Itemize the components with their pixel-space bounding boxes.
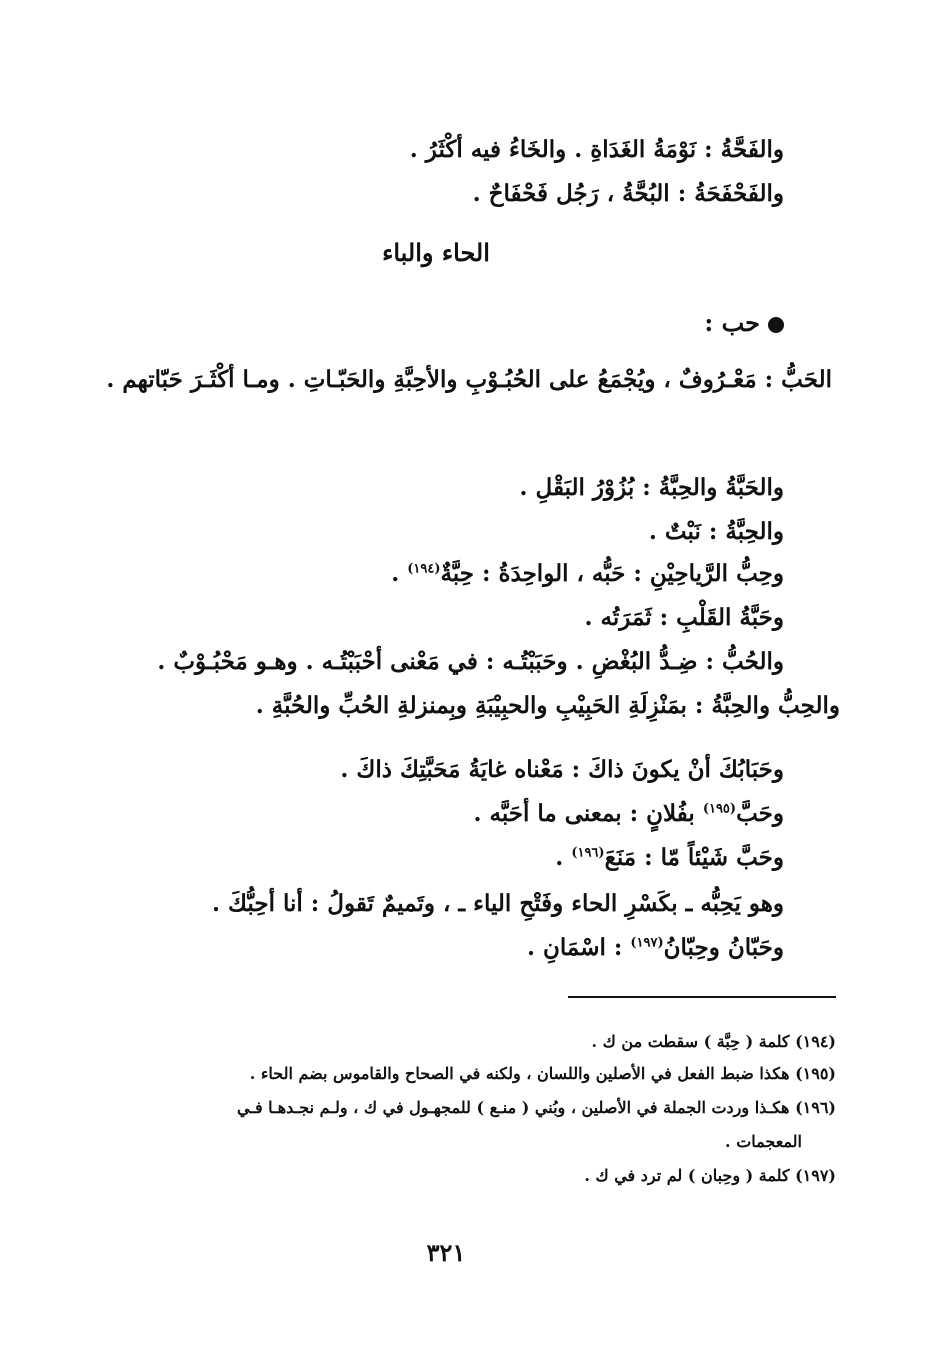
mana-text: وحَبَّ شَيْئاً مّا : مَنَعَ <box>604 844 784 871</box>
footnote-ref-197: (١٩٧) <box>630 935 664 951</box>
rayahin-text: وحِبُّ الرَّياحِيْنِ : حَبُّه ، الواحِدَةُ : حِبَّةٌ <box>440 560 784 587</box>
text-line-habba-bifulan <box>474 800 785 828</box>
section-heading: الحاء والباء <box>382 238 490 267</box>
footnote-ref-195: (١٩٥) <box>702 801 737 817</box>
paragraph-habb: الحَبُّ : مَعْـرُوفٌ ، ويُجْمَعُ على الحُبُـوْبِ والأحِبَّةِ والحَبّـاتِ . ومـا أكْثَـرَ حَبّاتهم . <box>106 366 832 393</box>
footnote-196-continued: المعجمات . <box>725 1132 802 1151</box>
page-number: ٣٢١ <box>426 1238 466 1267</box>
entry-title <box>704 308 784 337</box>
entry-title-text: حب : <box>704 308 760 337</box>
footnote-ref-194: (١٩٤) <box>407 561 441 577</box>
text-line-hababuk: وحَبَابُكَ أنْ يكونَ ذاكَ : مَعْناه غايَةُ مَحَبَّتِكَ ذاكَ . <box>340 756 784 783</box>
text-line-hibb: والحِبُّ والحِبَّةُ : بمَنْزِلَةِ الحَبِيْبِ والحبِيْبَةِ وبِمنزلةِ الحُبِّ والحُبَّةِ . <box>255 692 840 719</box>
ismani-text: : اسْمَانِ . <box>527 934 623 961</box>
footnote-196: (١٩٦) هكـذا وردت الجملة في الأصلين ، وبُني ( منـع ) للمجهـول في ك ، ولـم نجـدهـا فـي <box>236 1098 836 1117</box>
footnote-195: (١٩٥) هكذا ضبط الفعل في الأصلين واللسان ، ولكنه في الصحاح والقاموس بضم الحاء . <box>249 1064 836 1083</box>
bullet-icon <box>768 317 784 333</box>
text-line-qalb: وحَبَّةُ القَلْبِ : ثَمَرَتُه . <box>584 604 784 631</box>
footnote-197: (١٩٧) كلمة ( وحِبان ) لم ترد في ك . <box>584 1166 836 1185</box>
habba-word: وحَبَّ <box>736 800 784 827</box>
text-line-hibba: والحِبَّةُ : نَبْتٌ . <box>648 518 784 545</box>
text-line-fahha: والفَحَّةُ : نَوْمَةُ الغَدَاةِ . والخَاءُ فيه أكْثَرُ . <box>409 136 784 163</box>
footnote-separator <box>568 996 836 998</box>
hibban-text: وحَبّانُ وحِبّانُ <box>663 934 784 961</box>
text-line-rayahin: وحِبُّ الرَّياحِيْنِ : حَبُّه ، الواحِدَةُ : حِبَّةٌ$^{(١٩٤)}$ . <box>391 560 784 587</box>
footnote-ref-196: (١٩٦) <box>571 845 605 861</box>
text-line-habba: والحَبَّةُ والحِبَّةُ : بُزُوْرُ البَقْلِ . <box>519 474 784 501</box>
text-line-hubb: والحُبُّ : ضِـدُّ البُغْضِ . وحَبَبْتُـه : في مَعْنى أحْبَبْتُـه . وهـو مَحْبُـوْبٌ . <box>157 648 784 675</box>
text-line-fahfaha: والفَحْفَحَةُ : البُحَّةُ ، رَجُل فَحْفَاحٌ . <box>472 180 784 207</box>
text-line-yahibbuh: وهو يَحِبُّه ـ بكَسْرِ الحاء وفَتْحِ الياء ـ ، وتَميمٌ تَقولُ : أنا أحِبُّكَ . <box>212 890 784 917</box>
footnote-194: (١٩٤) كلمة ( حِبَّة ) سقطت من ك . <box>591 1032 836 1051</box>
text-line-hibban <box>527 934 784 962</box>
text-line-mana: وحَبَّ شَيْئاً مّا : مَنَعَ$^{(١٩٦)}$ . <box>555 844 784 871</box>
bifulan-text: بفُلانٍ : بمعنى ما أحَبَّه . <box>473 800 695 827</box>
